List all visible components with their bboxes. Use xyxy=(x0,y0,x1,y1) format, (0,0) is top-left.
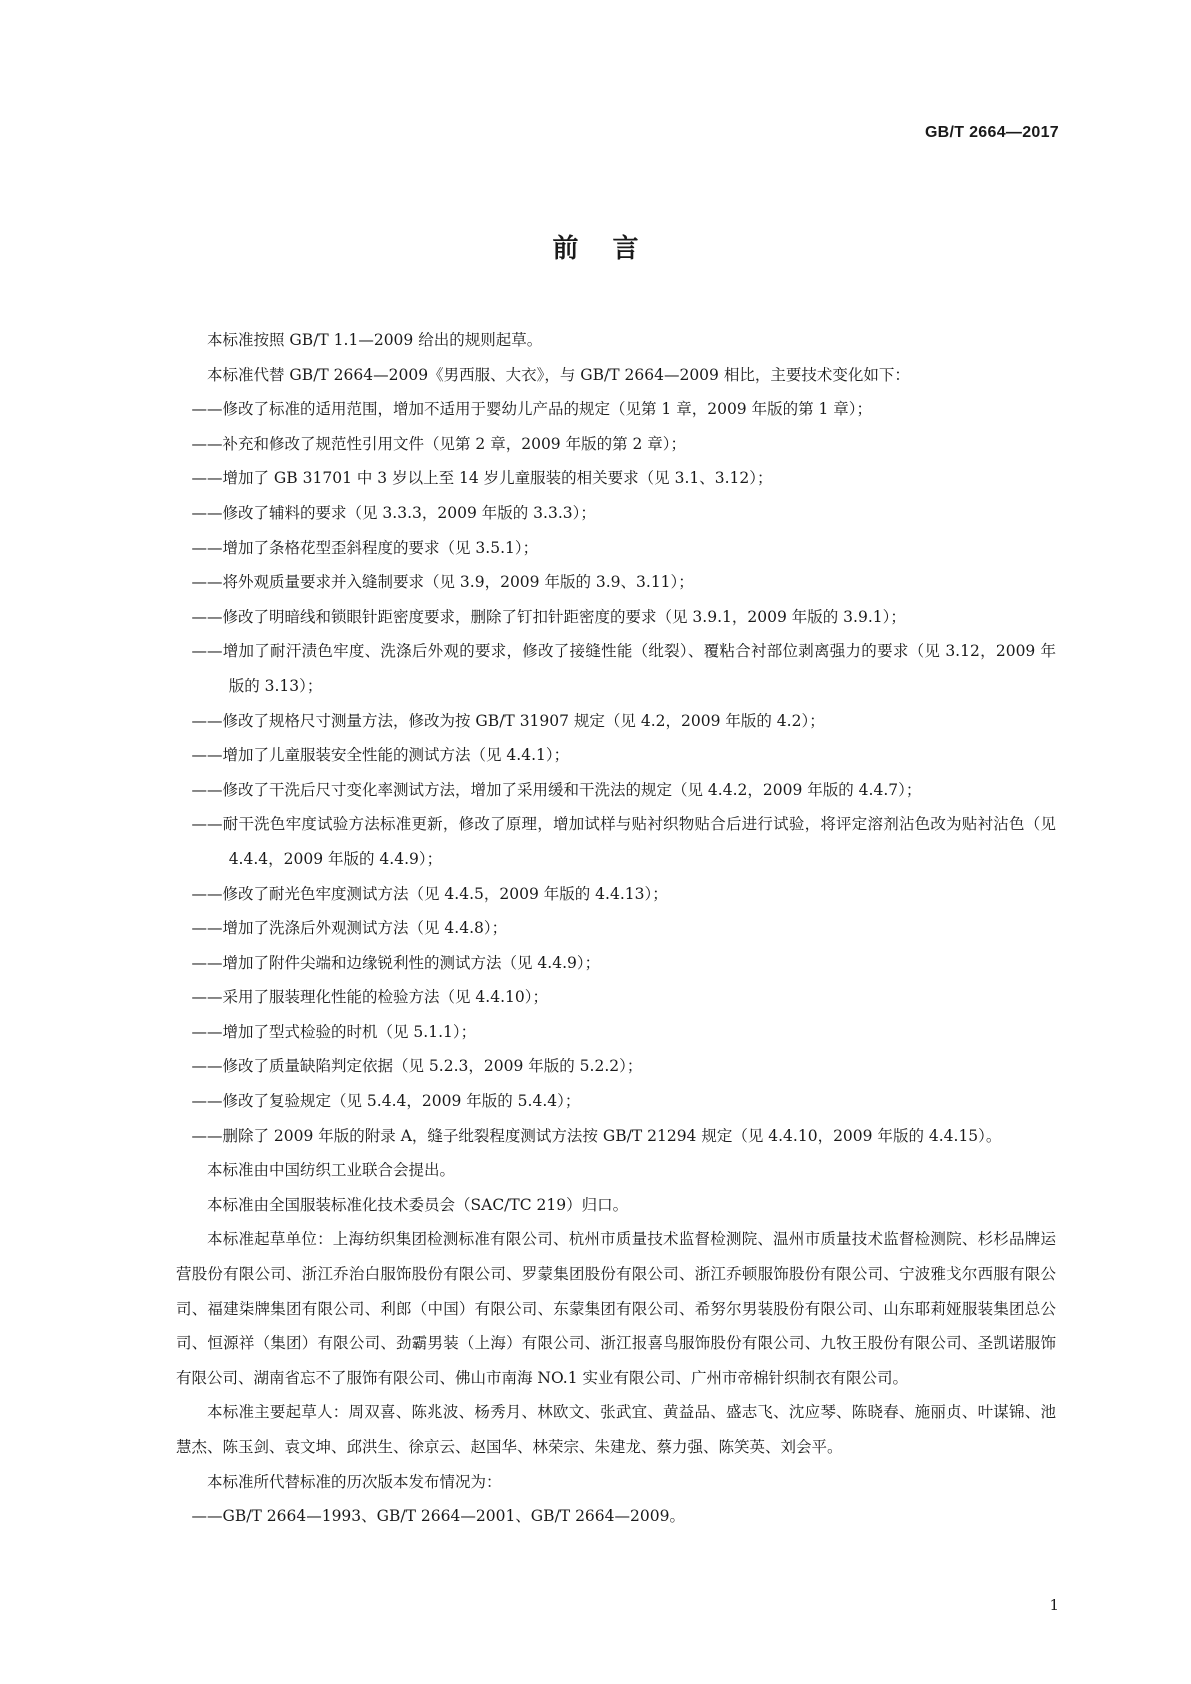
page-title: 前言 xyxy=(552,234,673,264)
change-item: ——修改了标准的适用范围，增加不适用于婴幼儿产品的规定（见第 1 章，2009 年版的第 1 章）； xyxy=(191,400,873,419)
drafting-rule-paragraph: 本标准按照 GB/T 1.1—2009 给出的规则起草。 xyxy=(207,331,543,349)
change-item: ——删除了 2009 年版的附录 A，缝子纰裂程度测试方法按 GB/T 21294 规定（见 4.4.10，2009 年版的 4.4.15）。 xyxy=(191,1126,1002,1145)
change-item: ——修改了明暗线和锁眼针距密度要求，删除了钉扣针距密度的要求（见 3.9.1，2009 年版的 3.9.1）； xyxy=(191,607,906,626)
change-item: ——增加了儿童服装安全性能的测试方法（见 4.4.1）； xyxy=(191,746,570,765)
replacement-paragraph: 本标准代替 GB/T 2664—2009《男西服、大衣》，与 GB/T 2664—2009 相比，主要技术变化如下： xyxy=(207,365,910,384)
proposer-paragraph: 本标准由中国纺织工业联合会提出。 xyxy=(207,1161,456,1180)
drafting-units-paragraph: 本标准起草单位：上海纺织集团检测标准有限公司、杭州市质量技术监督检测院、温州市质量技术监督检测院、杉杉品牌运营股份有限公司、浙江乔治白服饰股份有限公司、罗蒙集团股份有限公司、浙江乔顿服饰股份有限公司、宁波雅戈尔西服有限公司、福建柒牌集团有限公司、利郎（中国）有限公司、东蒙集团有限公司、希努尔男装股份有限公司、山东耶莉娅服装集团总公司、恒源祥（集团）有限公司、劲霸男装（上海）有限公司、浙江报喜鸟服饰股份有限公司、九牧王股份有限公司、圣凯诺服饰有限公司、湖南省忘不了服饰有限公司、佛山市南海 NO.1 实业有限公司、广州市帝棉针织制衣有限公司。 xyxy=(176,1230,1056,1387)
change-item: ——耐干洗色牢度试验方法标准更新，修改了原理，增加试样与贴衬织物贴合后进行试验，将评定溶剂沾色改为贴衬沾色（见 4.4.4，2009 年版的 4.4.9）； xyxy=(191,815,1056,868)
history-item: ——GB/T 2664—1993、GB/T 2664—2001、GB/T 2664—2009。 xyxy=(191,1507,685,1526)
document-body xyxy=(176,323,1056,1534)
change-item: ——修改了质量缺陷判定依据（见 5.2.3，2009 年版的 5.2.2）； xyxy=(191,1057,643,1076)
change-item: ——修改了耐光色牢度测试方法（见 4.4.5，2009 年版的 4.4.13）； xyxy=(191,884,668,903)
change-item: ——修改了干洗后尺寸变化率测试方法，增加了采用缓和干洗法的规定（见 4.4.2，2009 年版的 4.4.7）； xyxy=(191,780,922,799)
change-item: ——将外观质量要求并入缝制要求（见 3.9，2009 年版的 3.9、3.11）； xyxy=(191,573,694,592)
history-intro-paragraph: 本标准所代替标准的历次版本发布情况为： xyxy=(207,1472,502,1491)
change-item: ——增加了型式检验的时机（见 5.1.1）； xyxy=(191,1022,477,1041)
change-item: ——采用了服装理化性能的检验方法（见 4.4.10）； xyxy=(191,988,548,1007)
change-item: ——增加了条格花型歪斜程度的要求（见 3.5.1）； xyxy=(191,538,539,557)
change-item: ——补充和修改了规范性引用文件（见第 2 章，2009 年版的第 2 章）； xyxy=(191,434,687,453)
page-number: 1 xyxy=(1049,1596,1059,1614)
change-item: ——修改了规格尺寸测量方法，修改为按 GB/T 31907 规定（见 4.2，2009 年版的 4.2）； xyxy=(191,711,825,730)
change-item: ——增加了耐汗渍色牢度、洗涤后外观的要求，修改了接缝性能（纰裂）、覆粘合衬部位剥离强力的要求（见 3.12，2009 年版的 3.13）； xyxy=(191,642,1056,695)
change-item: ——增加了 GB 31701 中 3 岁以上至 14 岁儿童服装的相关要求（见 3.1、3.12）； xyxy=(191,469,773,488)
standard-number: GB/T 2664—2017 xyxy=(924,124,1059,141)
change-item: ——增加了洗涤后外观测试方法（见 4.4.8）； xyxy=(191,919,508,938)
change-item: ——修改了复验规定（见 5.4.4，2009 年版的 5.4.4）； xyxy=(191,1092,581,1111)
change-item: ——修改了辅料的要求（见 3.3.3，2009 年版的 3.3.3）； xyxy=(191,503,596,522)
change-item: ——增加了附件尖端和边缘锐利性的测试方法（见 4.4.9）； xyxy=(191,953,601,972)
committee-paragraph: 本标准由全国服装标准化技术委员会（SAC/TC 219）归口。 xyxy=(207,1195,629,1214)
drafters-paragraph: 本标准主要起草人：周双喜、陈兆波、杨秀月、林欧文、张武宜、黄益品、盛志飞、沈应琴、陈晓春、施丽贞、叶谋锦、池慧杰、陈玉剑、袁文坤、邱洪生、徐京云、赵国华、林荣宗、朱建龙、蔡力强、陈笑英、刘会平。 xyxy=(176,1403,1056,1456)
